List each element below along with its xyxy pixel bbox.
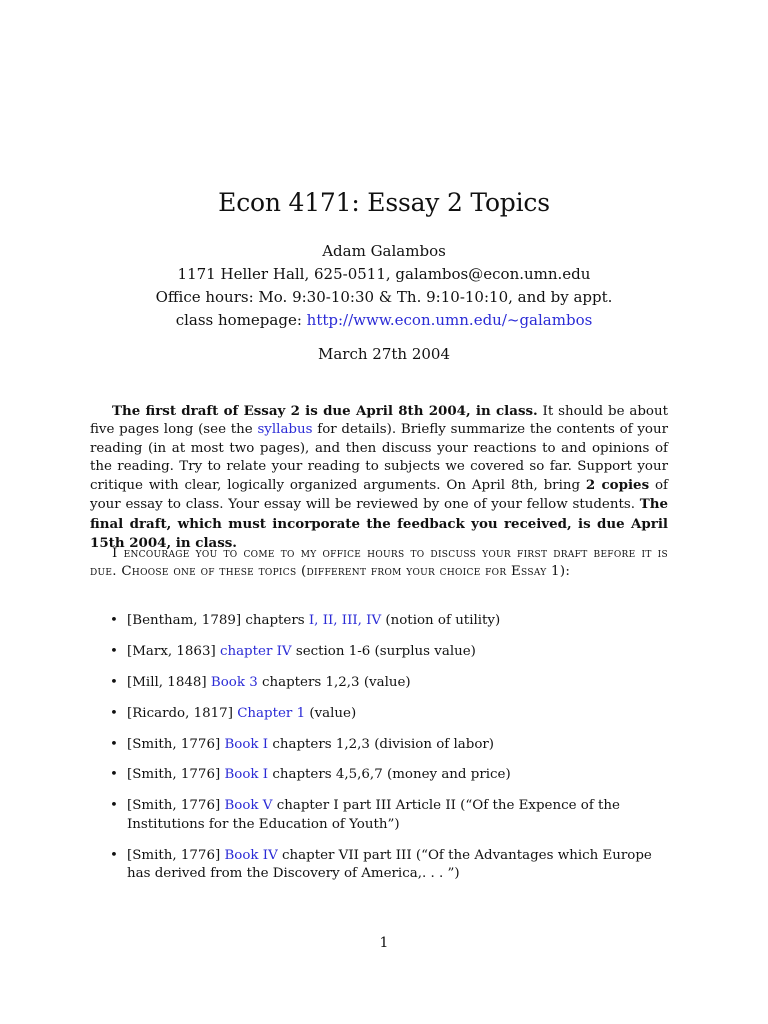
topic-link[interactable]: Book I	[224, 767, 269, 783]
topic-citation: [Ricardo, 1817]	[127, 705, 238, 721]
office-hours: Office hours: Mo. 9:30-10:30 & Th. 9:10-10:10, and by appt.	[155, 288, 613, 306]
topic-description: (notion of utility)	[381, 613, 501, 628]
bullet-icon: •	[110, 847, 118, 863]
topic-description: (value)	[305, 705, 357, 721]
topic-description: chapters 1,2,3 (division of labor)	[268, 736, 495, 752]
topic-link[interactable]: Book I	[224, 736, 269, 752]
topic-link[interactable]: chapter IV	[219, 643, 292, 659]
final-draft-note: The final draft, which must incorporate the feedback you received, is due April 15th 2004, in class.	[90, 496, 668, 552]
assignment-paragraph	[90, 402, 668, 553]
topic-link[interactable]: Book V	[224, 798, 273, 814]
bullet-icon: •	[110, 674, 118, 690]
topic-citation: [Mill, 1848]	[127, 674, 211, 690]
topic-citation: [Bentham, 1789] chapters	[127, 613, 309, 628]
page-number: 1	[379, 935, 389, 951]
topic-description: section 1-6 (surplus value)	[291, 643, 476, 659]
topic-citation: [Smith, 1776]	[127, 767, 225, 783]
topic-citation: [Marx, 1863]	[127, 643, 220, 659]
list-item	[90, 674, 670, 693]
header-block	[0, 240, 768, 332]
list-item	[90, 766, 670, 785]
document-date: March 27th 2004	[317, 345, 451, 363]
list-item	[90, 736, 670, 755]
bullet-icon: •	[110, 798, 118, 814]
topic-citation: [Smith, 1776]	[127, 798, 225, 814]
list-item	[90, 847, 670, 884]
bullet-icon: •	[110, 767, 118, 783]
bullet-icon: •	[110, 705, 118, 721]
topic-description: chapter VII part III (“Of the Advantages which Europe has derived from the Discovery of America,. . . ”)	[127, 847, 652, 882]
topic-link[interactable]: Book 3	[210, 674, 258, 690]
syllabus-link[interactable]: syllabus	[257, 422, 313, 438]
list-item	[90, 643, 670, 662]
copies-count: 2 copies	[585, 477, 650, 494]
topic-link[interactable]: Book IV	[224, 847, 278, 863]
topic-description: chapters 4,5,6,7 (money and price)	[268, 767, 511, 783]
paragraph-text-c: of your essay to class. Your essay will be reviewed by one of your fellow students.	[90, 478, 668, 513]
address-line: 1171 Heller Hall, 625-0511, galambos@econ.umn.edu	[177, 265, 591, 283]
list-item	[90, 612, 670, 631]
topic-link[interactable]: Chapter 1	[237, 705, 306, 721]
author-name: Adam Galambos	[322, 242, 446, 260]
document-title: Econ 4171: Essay 2 Topics	[218, 188, 550, 217]
homepage-label: class homepage:	[175, 311, 307, 329]
topic-description: chapter I part III Article II (“Of the Expence of the Institutions for the Education of Youth”)	[127, 798, 620, 832]
topics-intro-paragraph: I encourage you to come to my office hours to discuss your first draft before it is due. Choose one of these topics (different from your choice for Essay 1):	[90, 546, 668, 580]
homepage-link[interactable]: http://www.econ.umn.edu/~galambos	[306, 311, 593, 329]
topic-citation: [Smith, 1776]	[127, 736, 225, 752]
paragraph-text-a: It should be about five pages long (see the	[90, 404, 668, 438]
paragraph-text-b: for details). Briefly summarize the contents of your reading (in at most two pages), and then discuss your reactions to and opinions of the reading. Try to relate your reading to subjects we covered so far. Support your critique with clear, logically organized arguments. On April 8th, bring	[90, 422, 669, 494]
homepage-line	[0, 309, 768, 332]
topic-link[interactable]: I, II, III, IV	[308, 613, 382, 628]
topics-list	[90, 612, 670, 896]
topic-description: chapters 1,2,3 (value)	[257, 674, 411, 690]
due-date-lead: The first draft of Essay 2 is due April 8th 2004, in class.	[112, 403, 538, 419]
topic-citation: [Smith, 1776]	[127, 847, 225, 863]
list-item	[90, 797, 670, 834]
bullet-icon: •	[110, 613, 118, 628]
list-item	[90, 705, 670, 724]
bullet-icon: •	[110, 643, 118, 659]
bullet-icon: •	[110, 736, 118, 752]
